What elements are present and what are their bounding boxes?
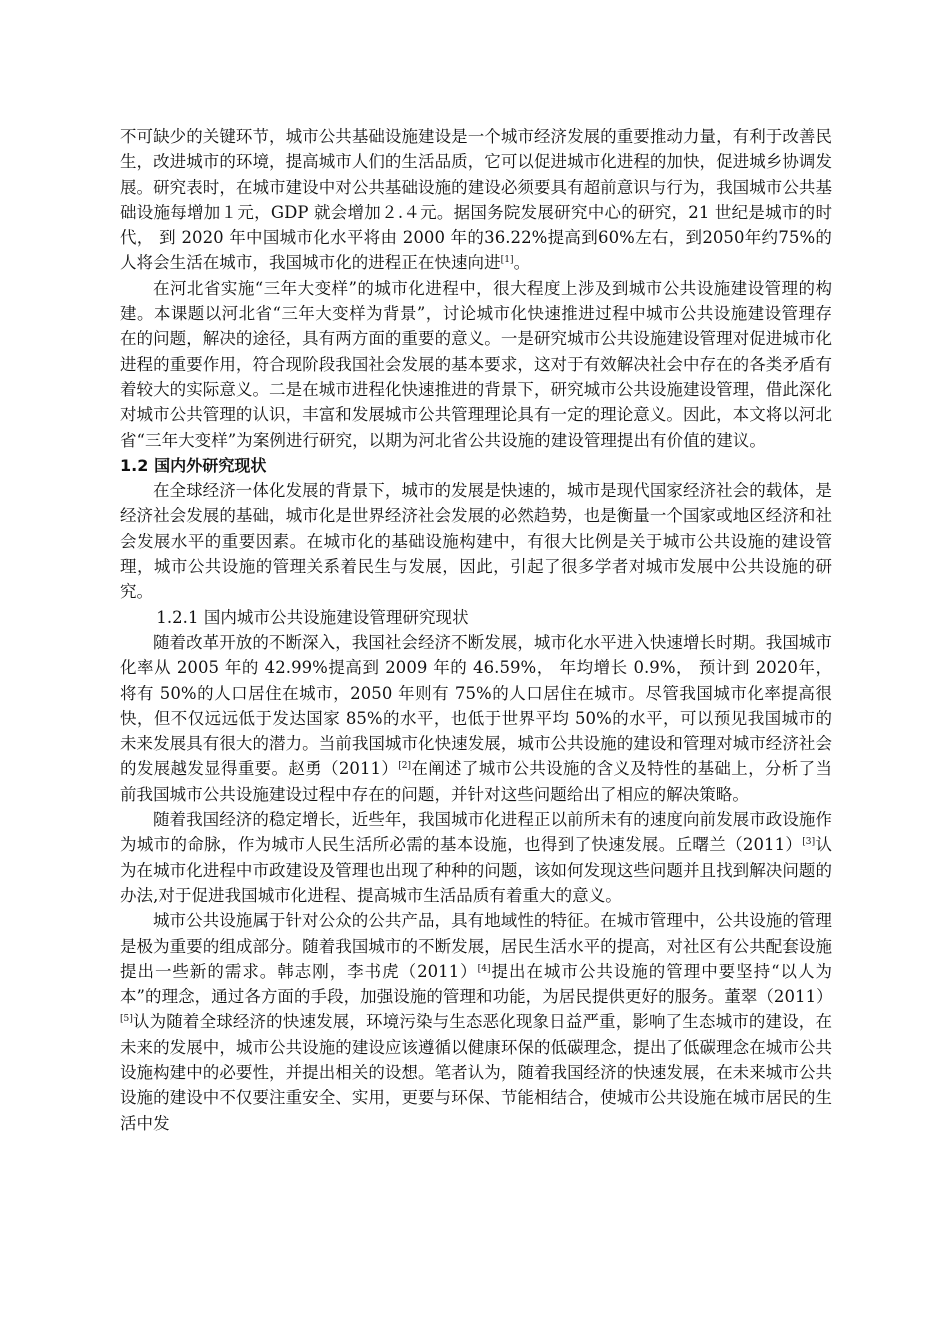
paragraph-text: 认为随着全球经济的快速发展，环境污染与生态恶化现象日益严重，影响了生态城市的建设，在未来的发展中，城市公共设施的建设应该遵循以健康环保的低碳理念，提出了低碳理念在城市公共设施构建中的必要性，并提出相关的设想。笔者认为，随着我国经济的快速发展，在未来城市公共设施的建设中不仅要注重安全、实用，更要与环保、节能相结合，使城市公共设施在城市居民的生活中发 <box>120 1012 832 1133</box>
paragraph-text: 在阐述了城市公共设施的含义及特性的基础上，分析了当前我国城市公共设施建设过程中存在的问题，并针对这些问题给出了相应的解决策略。 <box>120 759 832 804</box>
paragraph-text: 不可缺少的关键环节，城市公共基础设施建设是一个城市经济发展的重要推动力量，有利于改善民生，改进城市的环境，提高城市人们的生活品质，它可以促进城市化进程的加快，促进城乡协调发展。研究表时，在城市建设中对公共基础设施的建设必须要具有超前意识与行为，我国城市公共基础设施每增加１元，GDP 就会增加２.４元。据国务院发展研究中心的研究，21 世纪是城市的时代， 到 2020 年中国城市化水平将由 2000 年的36.22%提高到60%左右，到2050年约75%的人将会生活在城市，我国城市化的进程正在快速向进 <box>120 127 832 273</box>
body-paragraph <box>120 807 832 908</box>
citation: [2] <box>398 761 412 772</box>
body-paragraph <box>120 276 832 453</box>
paragraph-text: 认为在城市化进程中市政建设及管理也出现了种种的问题，该如何发现这些问题并且找到解决问题的办法,对于促进我国城市化进程、提高城市生活品质有着重大的意义。 <box>120 835 832 905</box>
body-paragraph <box>120 908 832 1136</box>
paragraph-text: 。 <box>513 253 531 273</box>
citation: [5] <box>120 1014 133 1025</box>
section-heading: 1.2 国内外研究现状 <box>120 455 267 475</box>
citation: [4] <box>477 963 491 974</box>
paragraph-text: 在河北省实施“三年大变样”的城市化进程中，很大程度上涉及到城市公共设施建设管理的构建。本课题以河北省“三年大变样为背景”，讨论城市化快速推进过程中城市公共设施建设管理存在的问题，解决的途径，具有两方面的重要的意义。一是研究城市公共设施建设管理对促进城市化进程的重要作用，符合现阶段我国社会发展的基本要求，这对于有效解决社会中存在的各类矛盾有着较大的实际意义。二是在城市进程化快速推进的背景下，研究城市公共设施建设管理，借此深化对城市公共管理的认识，丰富和发展城市公共管理理论具有一定的理论意义。因此，本文将以河北省“三年大变样”为案例进行研究，以期为河北省公共设施的建设管理提出有价值的建议。 <box>120 278 832 450</box>
body-paragraph <box>120 478 832 604</box>
citation: [3] <box>802 837 816 848</box>
paragraph-text: 随着我国经济的稳定增长，近些年，我国城市化进程正以前所未有的速度向前发展市政设施作为城市的命脉，作为城市人民生活所必需的基本设施，也得到了快速发展。丘曙兰（2011） <box>120 810 832 855</box>
paragraph-text: 在全球经济一体化发展的背景下，城市的发展是快速的，城市是现代国家经济社会的载体，是经济社会发展的基础，城市化是世界经济社会发展的必然趋势，也是衡量一个国家或地区经济和社会发展水平的重要因素。在城市化的基础设施构建中，有很大比例是关于城市公共设施的建设管理，城市公共设施的管理关系着民生与发展，因此，引起了很多学者对城市发展中公共设施的研究。 <box>120 481 832 602</box>
paragraph-text: 城市公共设施属于针对公众的公共产品，具有地域性的特征。在城市管理中，公共设施的管理是极为重要的组成部分。随着我国城市的不断发展，居民生活水平的提高，对社区有公共配套设施提出一些新的需求。韩志刚，李书虎（2011） <box>120 911 832 981</box>
paragraph-text: 随着改革开放的不断深入，我国社会经济不断发展，城市化水平进入快速增长时期。我国城市化率从 2005 年的 42.99%提高到 2009 年的 46.59%， 年均增长 0.9%， 预计到 2020年，将有 50%的人口居住在城市，2050 年则有 75%的人口居住在城市。尽管我国城市化率提高很快，但不仅远远低于发达国家 85%的水平，也低于世界平均 50%的水平，可以预见我国城市的未来发展具有很大的潜力。当前我国城市化快速发展，城市公共设施的建设和管理对城市经济社会的发展越发显得重要。赵勇（2011） <box>120 632 832 779</box>
paragraph-text: 提出在城市公共设施的管理中要坚持“以人为本”的理念，通过各方面的手段，加强设施的管理和功能，为居民提供更好的服务。董翠（2011） <box>120 961 833 1007</box>
document-page <box>120 124 832 1136</box>
subsection-heading: 1.2.1 国内城市公共设施建设管理研究现状 <box>156 607 469 627</box>
citation: [1] <box>500 255 514 266</box>
body-paragraph <box>120 630 832 807</box>
body-paragraph <box>120 124 832 276</box>
